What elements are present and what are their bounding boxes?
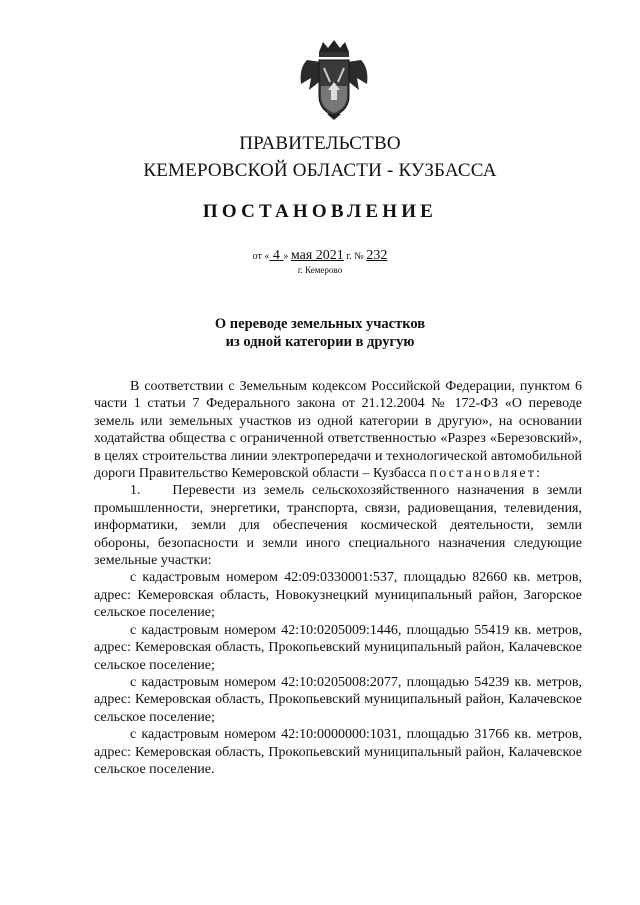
document-number: 232 — [366, 248, 388, 263]
city-label: г. Кемерово — [297, 265, 343, 275]
government-title-line1: ПРАВИТЕЛЬСТВО — [239, 133, 401, 154]
number-sign: № — [354, 251, 364, 262]
date-day: 4 — [272, 248, 280, 263]
date-quote-close: » — [283, 251, 289, 262]
subject-line2: из одной категории в другую — [225, 334, 415, 350]
item-1-paragraph: 1. Перевести из земель сельскохозяйственного назначения в земли промышленности, энергетики, транспорта, связи, радиовещания, телевидения, информатики, земли для обеспечения космической деятельности, земли обороны, безопасности и земли иного специального назначения следующие земельные участки: — [94, 483, 582, 569]
parcel-item: с кадастровым номером 42:10:0205008:2077, площадью 54239 кв. метров, адрес: Кемеровская область, Прокопьевский муниципальный район, Калачевское сельское поселение; — [94, 674, 582, 725]
date-year-suffix: г. — [346, 251, 352, 262]
parcel-item: с кадастровым номером 42:09:0330001:537, площадью 82660 кв. метров, адрес: Кемеровская область, Новокузнецкий муниципальный район, Загорское сельское поселение; — [94, 570, 582, 621]
subject-line1: О переводе земельных участков — [214, 316, 426, 332]
document-date-number — [0, 248, 640, 264]
parcel-item: с кадастровым номером 42:10:0205009:1446, площадью 55419 кв. метров, адрес: Кемеровская область, Прокопьевский муниципальный район, Калачевское сельское поселение; — [94, 622, 582, 673]
document-type: ПОСТАНОВЛЕНИЕ — [202, 201, 438, 222]
document-body — [94, 378, 582, 778]
coat-of-arms-icon — [297, 38, 371, 120]
government-title-line2: КЕМЕРОВСКОЙ ОБЛАСТИ - КУЗБАССА — [143, 160, 497, 181]
decree-word: постановляет: — [429, 466, 543, 482]
date-month-year: мая 2021 — [290, 248, 344, 263]
intro-paragraph: В соответствии с Земельным кодексом Российской Федерации, пунктом 6 части 1 статьи 7 Федерального закона от 21.12.2004 № 172-ФЗ «О переводе земель или земельных участков из одной категории в другую», на основании ходатайства общества с ограниченной ответственностью «Разрез «Березовский», в целях строительства линии электропередачи и технологической автомобильной дороги Правительство Кемеровской области – Кузбасса постановляет: — [94, 379, 582, 482]
date-prefix: от « — [252, 251, 270, 262]
parcel-item: с кадастровым номером 42:10:0000000:1031, площадью 31766 кв. метров, адрес: Кемеровская область, Прокопьевский муниципальный район, Калачевское сельское поселение. — [94, 727, 582, 777]
